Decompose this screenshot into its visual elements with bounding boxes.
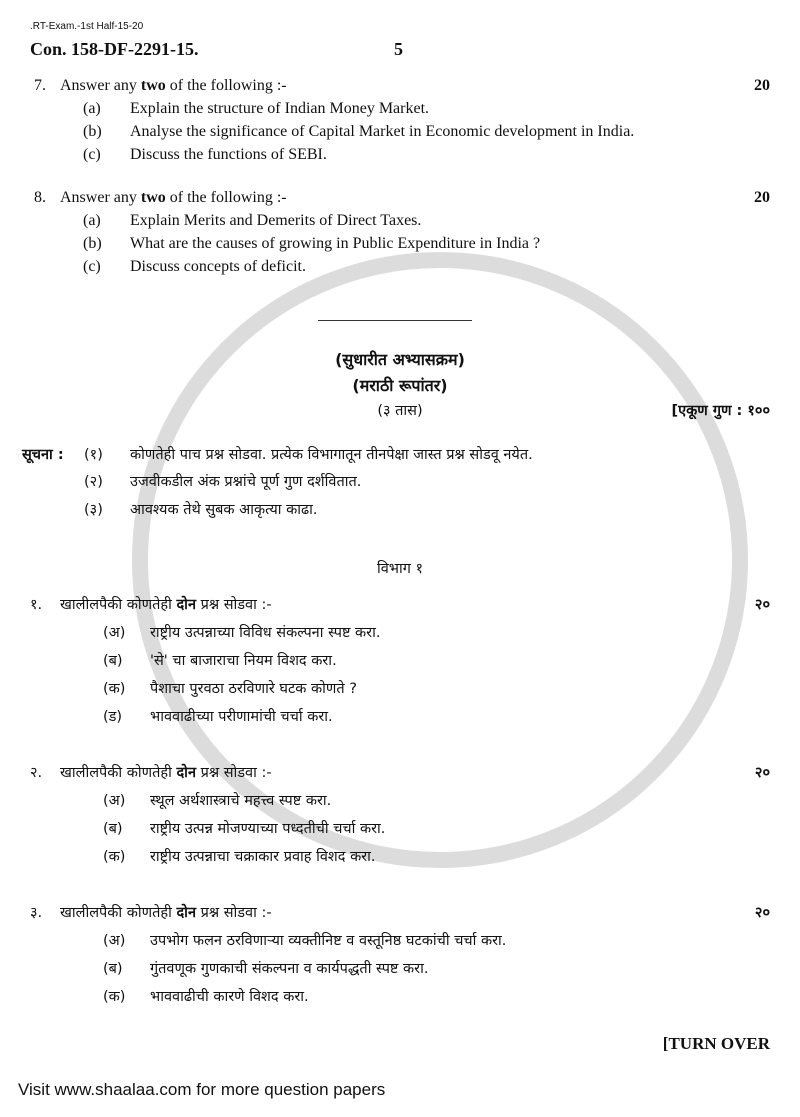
question-text: Answer any xyxy=(60,189,141,206)
instruction-text: उजवीकडील अंक प्रश्नांचे पूर्ण गुण दर्शवितात. xyxy=(130,474,362,490)
sub-question-text: भाववाढीच्या परीणामांची चर्चा करा. xyxy=(150,709,333,725)
total-marks: [एकूण गुण : १०० xyxy=(671,403,770,419)
emphasis-text: दोन xyxy=(176,597,196,613)
question-row xyxy=(30,595,770,615)
sub-question-row xyxy=(83,145,770,165)
question-prompt xyxy=(60,76,742,96)
question-number: ३. xyxy=(30,905,43,921)
sub-question-row xyxy=(103,707,770,727)
emphasis-text: two xyxy=(140,189,166,206)
sub-question-text: Analyse the significance of Capital Market in Economic development in India. xyxy=(130,123,635,140)
sub-question-text: स्थूल अर्थशास्त्राचे महत्त्व स्पष्ट करा. xyxy=(150,793,332,809)
question-text: of the following :- xyxy=(165,189,287,206)
question-text: प्रश्न सोडवा :- xyxy=(196,765,272,781)
question-row xyxy=(34,76,770,96)
sub-question-row xyxy=(103,623,770,643)
exam-line: .RT-Exam.-1st Half-15-20 xyxy=(30,21,144,32)
instruction-text: आवश्यक तेथे सुबक आकृत्या काढा. xyxy=(130,502,318,518)
question-marks: २० xyxy=(754,597,770,613)
sub-question-row xyxy=(103,987,770,1007)
instructions-label-slot xyxy=(22,445,84,465)
header-row xyxy=(30,38,770,60)
sub-question-text: गुंतवणूक गुणकाची संकल्पना व कार्यपद्धती स्पष्ट करा. xyxy=(150,961,429,977)
sub-question-label: (a) xyxy=(83,212,101,229)
sub-question-text: What are the causes of growing in Public Expenditure in India ? xyxy=(130,235,541,252)
sub-question-label: (अ) xyxy=(103,933,126,949)
page-number: 5 xyxy=(394,39,403,59)
sub-question-row xyxy=(83,99,770,119)
question-marks: २० xyxy=(754,765,770,781)
sub-question-text: राष्ट्रीय उत्पन्नाचा चक्राकार प्रवाह विशद करा. xyxy=(150,849,376,865)
question-marks: 20 xyxy=(754,77,770,94)
turn-over: [TURN OVER xyxy=(662,1034,770,1053)
sub-question-text: राष्ट्रीय उत्पन्नाच्या विविध संकल्पना स्पष्ट करा. xyxy=(150,625,381,641)
course-title-row xyxy=(30,350,770,370)
question-marks: 20 xyxy=(754,189,770,206)
turn-over-row xyxy=(30,1034,770,1054)
question-number: २. xyxy=(30,765,43,781)
question-row xyxy=(34,188,770,208)
question-number: 8. xyxy=(34,189,46,206)
sub-question-label: (ब) xyxy=(103,961,123,977)
sub-question-text: Explain the structure of Indian Money Market. xyxy=(130,100,430,117)
emphasis-text: दोन xyxy=(176,765,196,781)
sub-question-text: Explain Merits and Demerits of Direct Taxes. xyxy=(130,212,422,229)
question-text: प्रश्न सोडवा :- xyxy=(196,597,272,613)
sub-question-text: राष्ट्रीय उत्पन्न मोजण्याच्या पध्दतीची चर्चा करा. xyxy=(150,821,386,837)
sub-question-label: (ड) xyxy=(103,709,123,725)
question-prompt xyxy=(60,188,742,208)
sub-question-label: (अ) xyxy=(103,625,126,641)
sub-question-row xyxy=(83,257,770,277)
footer-row xyxy=(18,1080,758,1100)
question-number: 7. xyxy=(34,77,46,94)
sub-question-row xyxy=(103,931,770,951)
sub-question-text: Discuss the functions of SEBI. xyxy=(130,146,327,163)
sub-question-label: (क) xyxy=(103,849,126,865)
instruction-number: (२) xyxy=(84,474,103,490)
paper-code: Con. 158-DF-2291-15. xyxy=(30,39,199,59)
sub-question-label: (अ) xyxy=(103,793,126,809)
sub-question-row xyxy=(83,211,770,231)
sub-question-text: पैशाचा पुरवठा ठरविणारे घटक कोणते ? xyxy=(150,681,357,697)
sub-question-row xyxy=(83,234,770,254)
sub-question-label: (b) xyxy=(83,123,102,140)
question-prompt xyxy=(60,763,743,783)
section-divider xyxy=(318,320,472,321)
instruction-row xyxy=(22,500,770,520)
question-text: खालीलपैकी कोणतेही xyxy=(60,597,177,613)
course-title: (सुधारीत अभ्यासक्रम) xyxy=(335,350,465,369)
version-title-row xyxy=(30,376,770,396)
instruction-number: (१) xyxy=(84,447,103,463)
sub-question-label: (ब) xyxy=(103,821,123,837)
question-row xyxy=(30,763,770,783)
sub-question-text: उपभोग फलन ठरविणाऱ्या व्यक्तीनिष्ट व वस्तूनिष्ठ घटकांची चर्चा करा. xyxy=(150,933,507,949)
sub-question-label: (क) xyxy=(103,681,126,697)
sub-question-label: (क) xyxy=(103,989,126,1005)
sub-question-row xyxy=(103,679,770,699)
footer-link[interactable]: Visit www.shaalaa.com for more question papers xyxy=(18,1080,386,1099)
section-title: विभाग १ xyxy=(376,561,424,577)
duration: (३ तास) xyxy=(377,403,423,419)
instruction-number: (३) xyxy=(84,502,103,518)
question-text: खालीलपैकी कोणतेही xyxy=(60,905,177,921)
emphasis-text: two xyxy=(140,77,166,94)
instructions-label: सूचना : xyxy=(22,447,64,463)
sub-question-label: (c) xyxy=(83,146,101,163)
sub-question-text: 'से' चा बाजाराचा नियम विशद करा. xyxy=(150,653,337,669)
duration-row xyxy=(30,401,770,421)
question-row xyxy=(30,903,770,923)
question-text: Answer any xyxy=(60,77,141,94)
sub-question-label: (ब) xyxy=(103,653,123,669)
exam-line-row xyxy=(30,20,770,34)
sub-question-row xyxy=(103,791,770,811)
emphasis-text: दोन xyxy=(176,905,196,921)
sub-question-row xyxy=(103,959,770,979)
question-text: of the following :- xyxy=(165,77,287,94)
version-title: (मराठी रूपांतर) xyxy=(352,376,448,395)
sub-question-row xyxy=(103,819,770,839)
instruction-row xyxy=(22,445,770,465)
sub-question-row xyxy=(83,122,770,142)
sub-question-label: (b) xyxy=(83,235,102,252)
question-text: खालीलपैकी कोणतेही xyxy=(60,765,177,781)
question-prompt xyxy=(60,595,743,615)
sub-question-row xyxy=(103,847,770,867)
question-marks: २० xyxy=(754,905,770,921)
sub-question-label: (a) xyxy=(83,100,101,117)
sub-question-text: Discuss concepts of deficit. xyxy=(130,258,306,275)
question-number: १. xyxy=(30,597,43,613)
section-title-row xyxy=(30,559,770,579)
instruction-text: कोणतेही पाच प्रश्न सोडवा. प्रत्येक विभागातून तीनपेक्षा जास्त प्रश्न सोडवू नयेत. xyxy=(130,447,533,463)
sub-question-row xyxy=(103,651,770,671)
instruction-row xyxy=(22,472,770,492)
sub-question-text: भाववाढीची कारणे विशद करा. xyxy=(150,989,309,1005)
question-prompt xyxy=(60,903,743,923)
question-text: प्रश्न सोडवा :- xyxy=(196,905,272,921)
sub-question-label: (c) xyxy=(83,258,101,275)
